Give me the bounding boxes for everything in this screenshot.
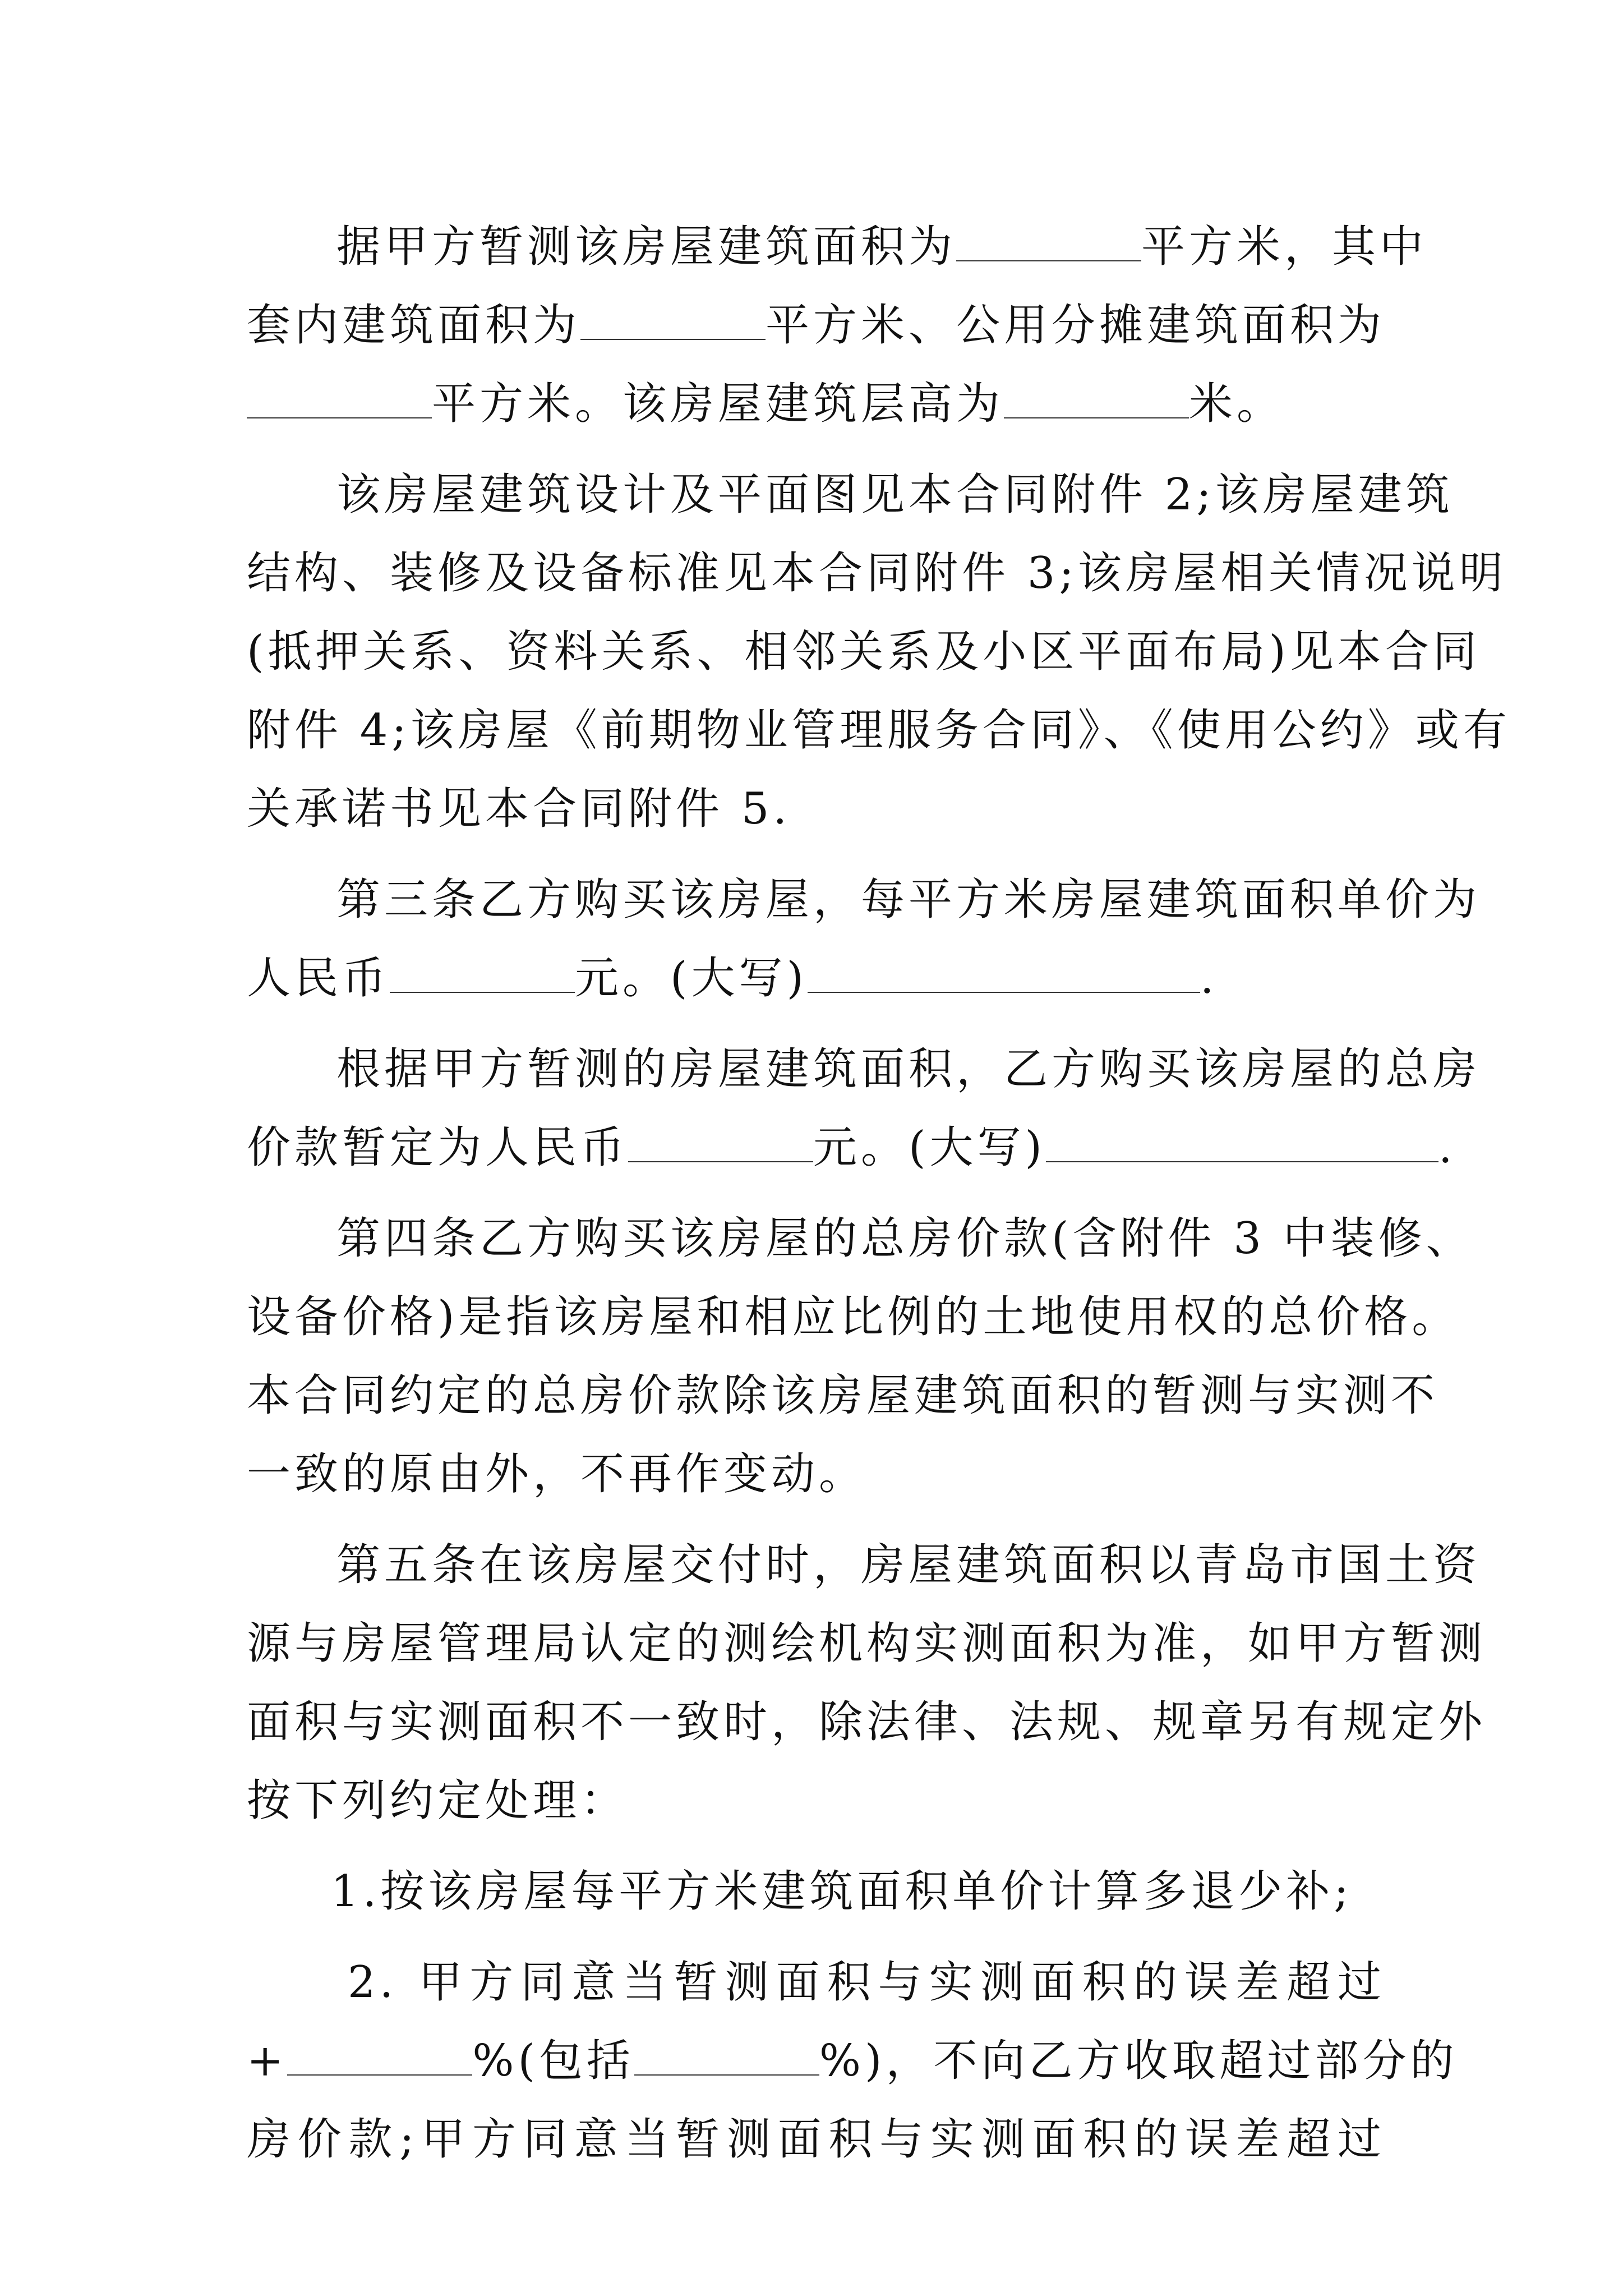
- text-segment: +: [247, 2036, 288, 2086]
- article-4-line-1: 第四条乙方购买该房屋的总房价款(含附件 3 中装修、: [336, 1213, 1474, 1264]
- text-segment: 平方米，其中: [1141, 222, 1428, 272]
- article-5-line-1: 第五条在该房屋交付时，房屋建筑面积以青岛市国土资: [336, 1540, 1481, 1590]
- article-4-line-4: 一致的原由外，不再作变动。: [247, 1449, 867, 1499]
- text-segment: .: [1438, 1122, 1456, 1173]
- error-percent-blank[interactable]: [287, 2040, 472, 2076]
- article-5-line-3: 面积与实测面积不一致时，除法律、法规、规章另有规定外: [247, 1697, 1487, 1747]
- article-5-line-4: 按下列约定处理：: [247, 1775, 629, 1826]
- total-price-blank[interactable]: [628, 1126, 813, 1162]
- item-2-line-1: 2. 甲方同意当暂测面积与实测面积的误差超过: [348, 1957, 1385, 2008]
- paragraph-area-line-1: [247, 208, 1428, 286]
- text-segment: %)，不向乙方收取超过部分的: [819, 2036, 1458, 2086]
- paragraph-attachments-line-1: 该房屋建筑设计及平面图见本合同附件 2;该房屋建筑: [336, 470, 1454, 520]
- text-segment: %(包括: [472, 2036, 634, 2086]
- item-2-line-2: [247, 2022, 1458, 2100]
- unit-price-blank[interactable]: [390, 957, 575, 993]
- article-5-line-2: 源与房屋管理局认定的测绘机构实测面积为准，如甲方暂测: [247, 1618, 1487, 1669]
- text-segment: 价款暂定为人民币: [247, 1122, 629, 1173]
- paragraph-area-line-3: [247, 365, 1385, 443]
- floor-height-blank[interactable]: [1004, 383, 1189, 418]
- total-price-line-1: 根据甲方暂测的房屋建筑面积，乙方购买该房屋的总房: [336, 1044, 1481, 1094]
- text-segment: 平方米、公用分摊建筑面积为: [766, 300, 1386, 351]
- area-total-blank[interactable]: [956, 226, 1141, 261]
- paragraph-attachments-line-5: 关承诺书见本合同附件 5.: [247, 784, 791, 834]
- text-segment: 套内建筑面积为: [247, 300, 581, 351]
- paragraph-attachments-line-4: 附件 4;该房屋《前期物业管理服务合同》、《使用公约》或有: [247, 705, 1511, 756]
- paragraph-attachments-line-2: 结构、装修及设备标准见本合同附件 3;该房屋相关情况说明: [247, 548, 1507, 599]
- article-4-line-2: 设备价格)是指该房屋和相应比例的土地使用权的总价格。: [247, 1292, 1460, 1342]
- text-segment: 元。(大写): [575, 953, 808, 1004]
- article-3-line-2: [247, 939, 1385, 1018]
- text-segment: .: [1200, 953, 1218, 1004]
- text-segment: 平方米。该房屋建筑层高为: [432, 379, 1004, 429]
- item-2-line-3: 房价款;甲方同意当暂测面积与实测面积的误差超过: [247, 2114, 1385, 2165]
- item-1-line: 1.按该房屋每平方米建筑面积单价计算多退少补;: [331, 1866, 1353, 1917]
- text-segment: 据甲方暂测该房屋建筑面积为: [336, 222, 957, 272]
- total-price-uppercase-blank[interactable]: [1046, 1126, 1438, 1162]
- error-percent-inclusive-blank[interactable]: [634, 2040, 819, 2076]
- contract-body: [247, 208, 1511, 2179]
- article-3-line-1: 第三条乙方购买该房屋，每平方米房屋建筑面积单价为: [336, 875, 1481, 925]
- text-segment: 米。: [1189, 379, 1285, 429]
- area-inner-blank[interactable]: [580, 304, 766, 340]
- text-segment: 元。(大写): [813, 1122, 1046, 1173]
- text-segment: 人民币: [247, 953, 390, 1004]
- article-4-line-3: 本合同约定的总房价款除该房屋建筑面积的暂测与实测不: [247, 1370, 1439, 1421]
- unit-price-uppercase-blank[interactable]: [808, 957, 1200, 993]
- paragraph-attachments-line-3: (抵押关系、资料关系、相邻关系及小区平面布局)见本合同: [247, 627, 1481, 677]
- total-price-line-2: [247, 1108, 1456, 1187]
- paragraph-area-line-2: [247, 286, 1385, 365]
- area-shared-blank[interactable]: [247, 383, 432, 418]
